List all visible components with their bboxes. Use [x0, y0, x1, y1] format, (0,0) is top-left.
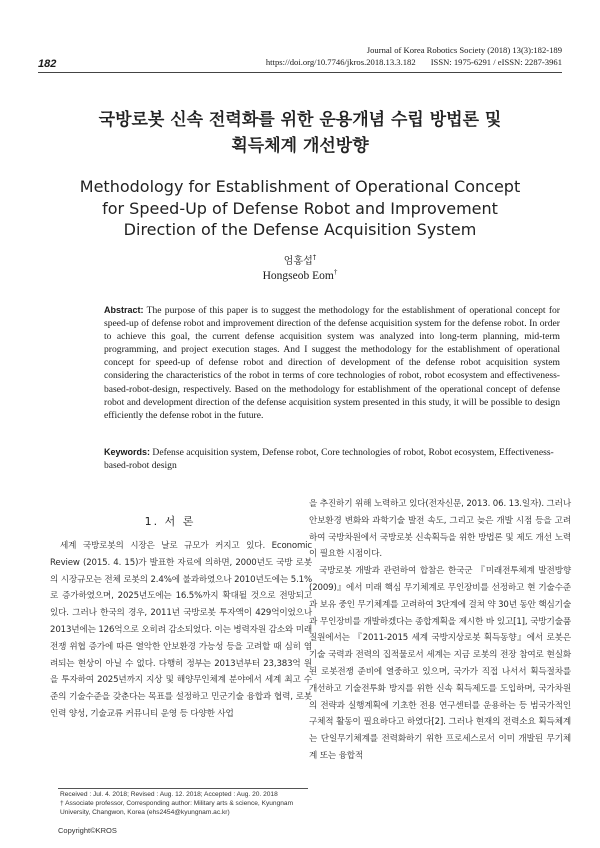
footnotes [60, 791, 310, 817]
keywords-label: Keywords: [104, 447, 151, 457]
footnote-dates: Received : Jul. 4. 2018; Revised : Aug. 12. 2018; Accepted : Aug. 20. 2018 [60, 791, 278, 798]
journal-citation: Journal of Korea Robotics Society (2018) 13(3):182-189 [366, 45, 562, 55]
body-paragraph: 을 추진하기 위해 노력하고 있다(전자신문, 2013. 06. 13.일자). 그러나 안보환경 변화와 과학기술 발전 속도, 그리고 늦은 개발 시점 등을 고려하여 국방차원에서 국방로봇 신속획득을 위한 방법론 및 제도 개선 노력이 필요한 시점이다. [309, 499, 571, 560]
title-english-line: Direction of the Defense Acquisition System [123, 220, 477, 239]
abstract-text: The purpose of this paper is to suggest the methodology for the establishment of operational concept for speed-up of defense robot and improvement direction of the defense acquisition system for the defense robot. In order to achieve this goal, the current defense acquisition system was analyzed into long-term planning, mid-term programming, and project execution stages. And I suggest the methodology for the establishment of operational concept for speed-up of defense robot and direction of development of the defense robot acquisition system considering the characteristics of the robot in terms of core technologies of robot, robot ecosystem and effectiveness-based-robot-design, respectively. Based on the methodology for establishment of the operational concept of defense robot and development direction of the defense acquisition system presented in this study, it will be possible to design efficiently the defense robot in the future. [104, 305, 560, 421]
footnote-affiliation: † Associate professor, Corresponding author: Military arts & science, Kyungnam University, Changwon, Korea (ehs2454@kyungnam.ac.kr) [60, 799, 294, 816]
author-korean [0, 252, 600, 267]
journal-header [266, 44, 562, 68]
page-number: 182 [38, 58, 57, 70]
section-heading-introduction: 1. 서 론 [144, 515, 196, 528]
author-mark: † [333, 268, 338, 277]
body-paragraph: 국방로봇 개발과 관련하여 합참은 한국군 『미래전투체계 발전방향(2009)』에서 미래 핵심 무기체계로 무인장비를 선정하고 현 기술수준과 보유 중인 무기체계를 고려하여 3단계에 걸쳐 약 30년 동안 핵심기술과 무인장비를 개발하겠다는 종합계획을 제시한 바 있고[1], 국방기술품질원에서는 『2011-2015 세계 국방지상로봇 획득동향』에서 로봇은 기술 국력과 전력의 집적물로서 세계는 지금 로봇의 전장 참여로 현실화된 로봇전쟁 준비에 열중하고 있으며, 국가가 직접 나서서 획득절차를 개선하고 기술전투화 방지를 위한 신속 획득제도를 도입하며, 국가차원의 전략과 실행계획에 기초한 전용 연구센터를 운용하는 등 범국가적인 구체적 활동이 필요하다고 하였다[2]. 그러나 현재의 전력소요 획득체계는 단일무기체계를 전력화하기 위한 프로세스로서 이미 개발된 무기체계 또는 융합적 [309, 566, 571, 761]
journal-doi-issn [266, 56, 562, 68]
journal-doi: https://doi.org/10.7746/jkros.2018.13.3.182 [265, 57, 416, 67]
keywords [104, 446, 560, 472]
title-korean-line: 국방로봇 신속 전력화를 위한 운용개념 수립 방법론 및 [98, 110, 502, 130]
author-name-english: Hongseob Eom [262, 270, 334, 282]
body-paragraph: 세계 국방로봇의 시장은 날로 규모가 커지고 있다. Economic Review (2015. 4. 15)가 발표한 자료에 의하면, 2000년도 국방 로봇의 시장규모는 전체 로봇의 2.4%에 불과하였으나 2010년도에는 5.1%로 증가하였으며, 2025년도에는 16.5%까지 확대될 것으로 전망되고 있다. 그러나 한국의 경우, 2011년 국방로봇 투자액이 429억이었으나 2013년에는 126억으로 오히려 감소되었다. 이는 병력자원 감소와 미래 전쟁 위협 증가에 따른 열악한 안보환경 가능성 등을 고려할 때 심히 염려되는 현상이 아닐 수 없다. 다행히 정부는 2013년부터 23,383억 원을 투자하여 2025년까지 지상 및 해양무인체계 분야에서 세계 최고 수준의 기술수준을 갖춘다는 목표를 설정하고 민군기술 융합과 협력, 로봇인력 양성, 기술교류 커뮤니티 운영 등 다양한 사업 [50, 541, 312, 719]
body-column-left [50, 538, 312, 723]
author-english [0, 270, 600, 282]
footnote-rule [58, 788, 308, 789]
journal-issn: ISSN: 1975-6291 / eISSN: 2287-3961 [430, 57, 562, 67]
abstract [104, 304, 560, 422]
author-name-korean: 엄홍섭 [283, 256, 313, 267]
title-korean-line: 획득체계 개선방향 [231, 136, 369, 156]
body-column-right [309, 496, 571, 765]
title-english [40, 176, 560, 241]
title-english-line: Methodology for Establishment of Operational Concept [79, 177, 521, 196]
title-korean [40, 107, 560, 159]
keywords-text: Defense acquisition system, Defense robot, Core technologies of robot, Robot ecosystem, Effectiveness-based-robot design [104, 447, 554, 472]
copyright: Copyright©KROS [58, 826, 117, 835]
author-mark: † [312, 253, 317, 262]
abstract-label: Abstract: [104, 305, 144, 315]
title-english-line: for Speed-Up of Defense Robot and Improvement [102, 198, 498, 218]
header-rule [38, 72, 562, 73]
